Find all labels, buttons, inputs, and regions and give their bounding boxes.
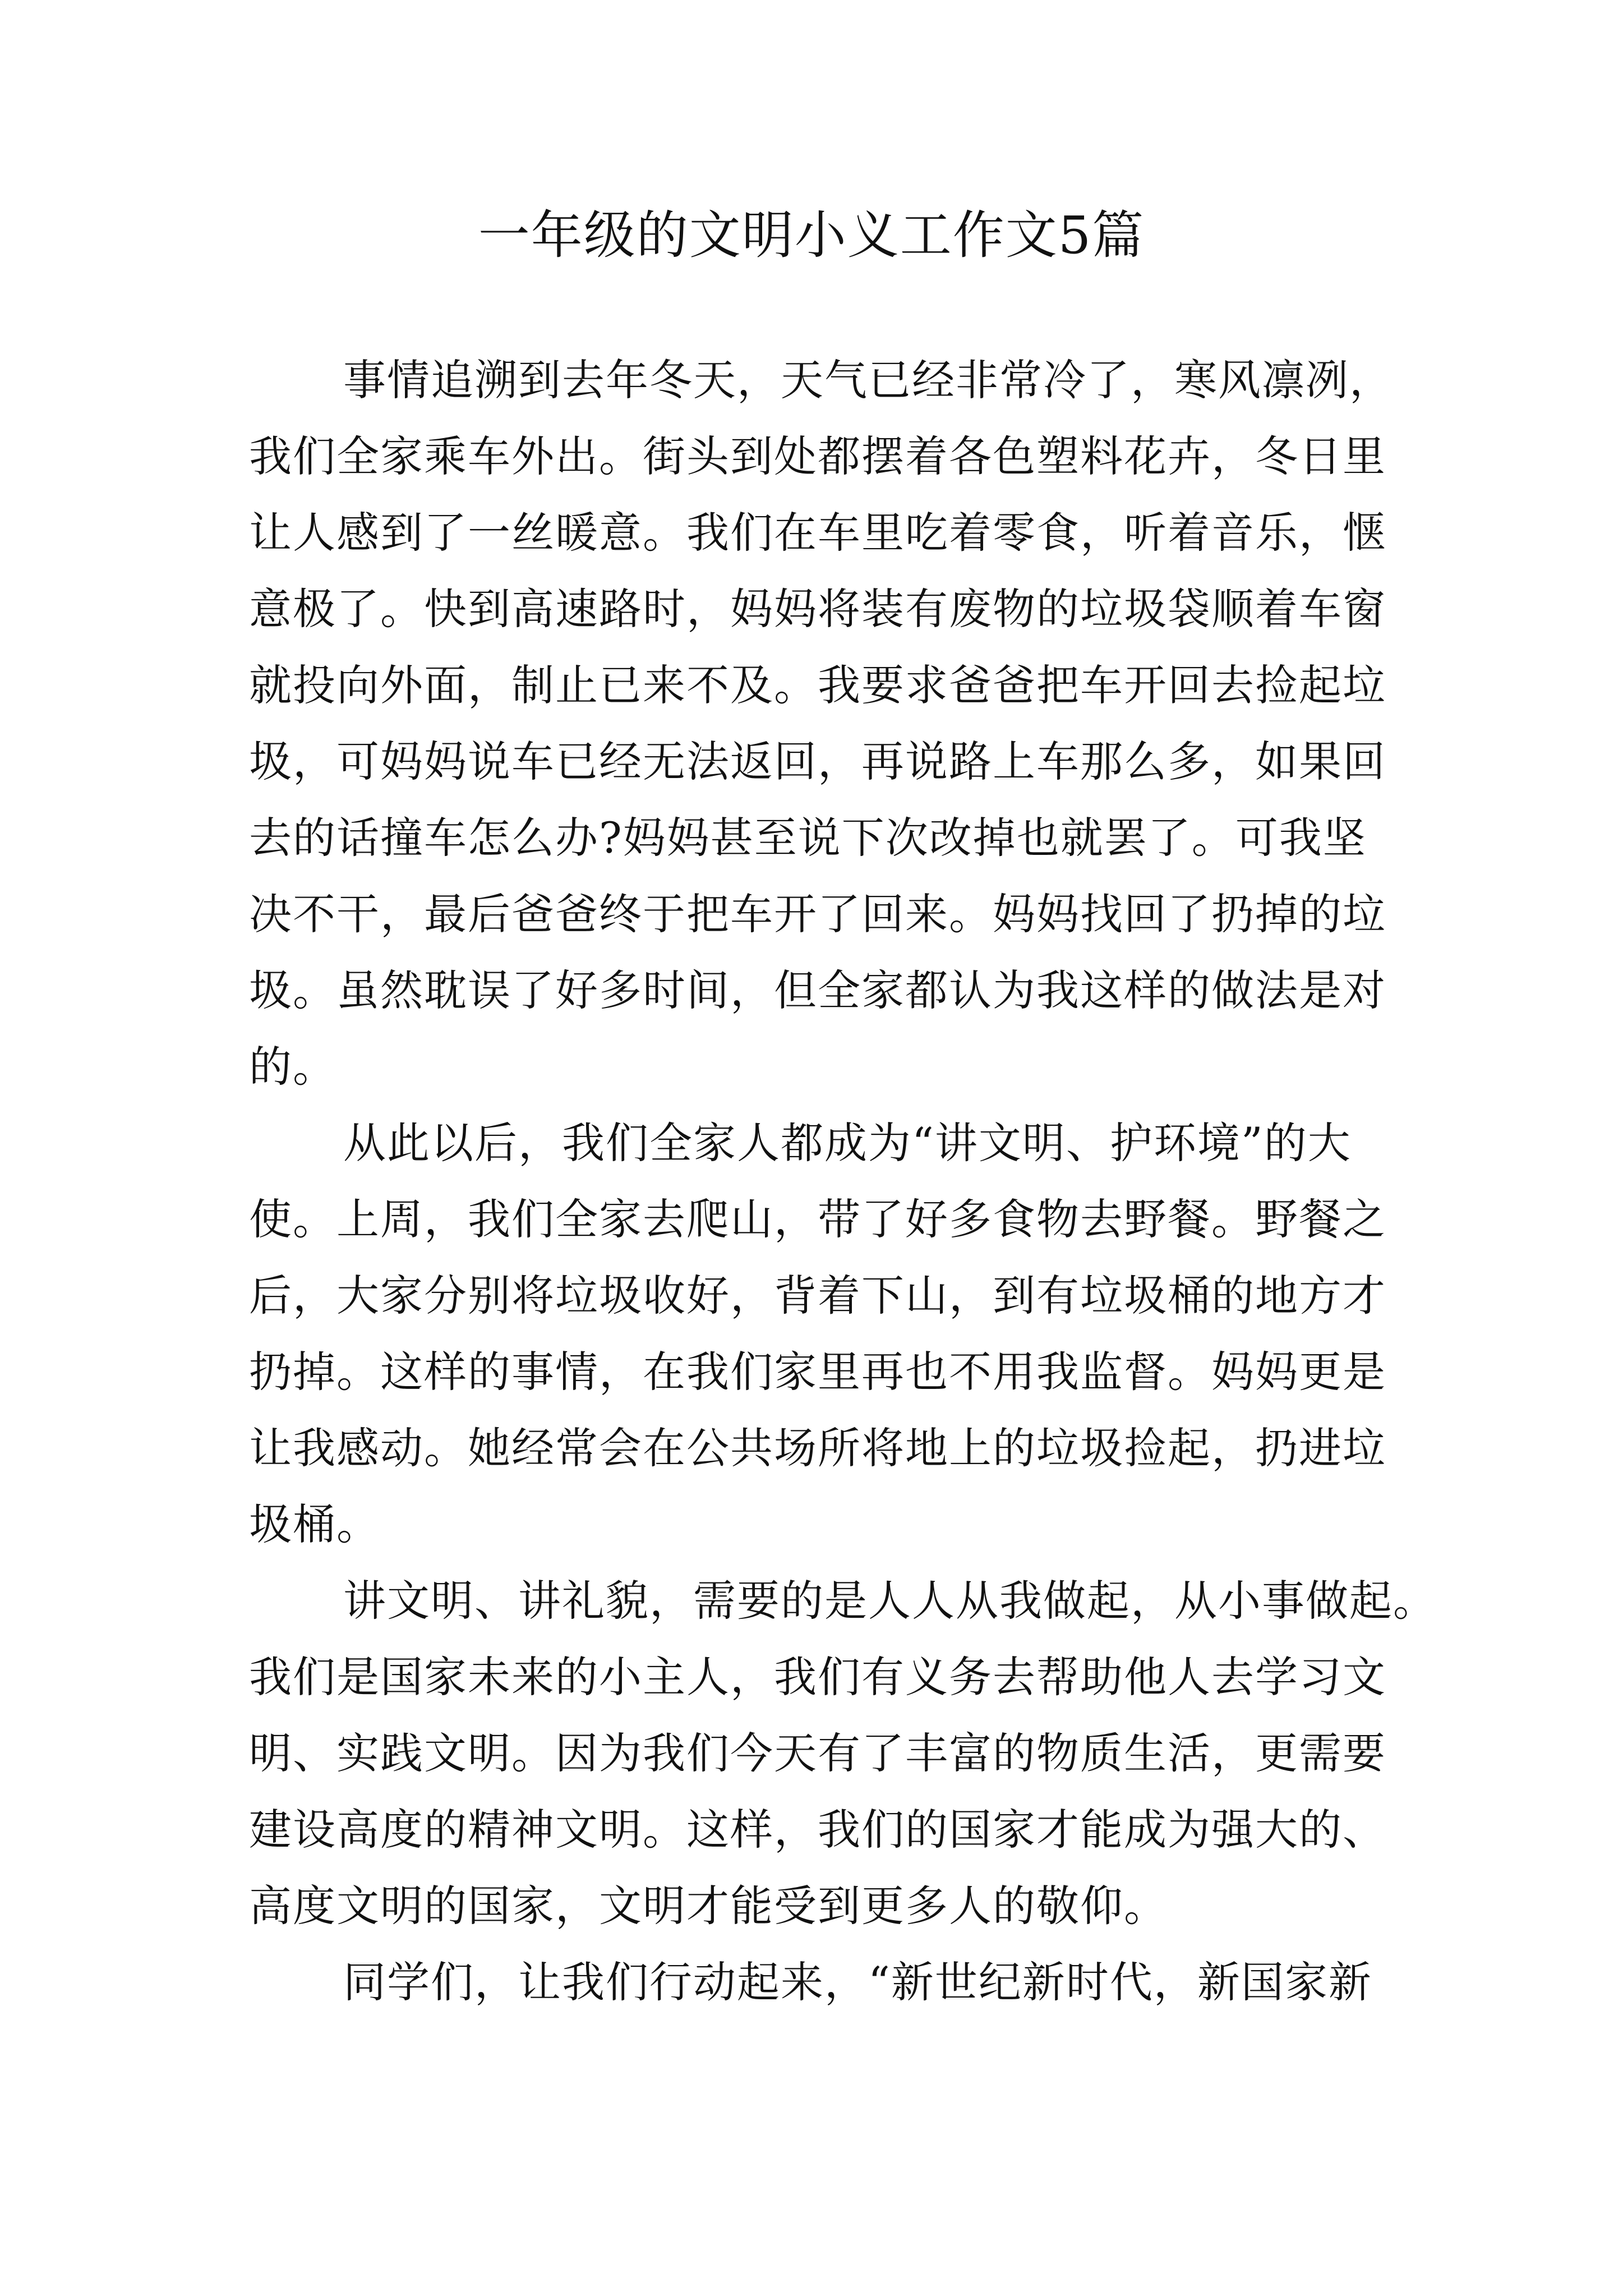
paragraph-3-line-2: 我们是国家未来的小主人，我们有义务去帮助他人去学习文 [249, 1652, 1386, 1702]
paragraph-2-line-3: 后，大家分别将垃圾收好，背着下山，到有垃圾桶的地方才 [249, 1271, 1386, 1320]
paragraph-1-line-6: 圾，可妈妈说车已经无法返回，再说路上车那么多，如果回 [249, 737, 1386, 786]
paragraph-2-line-5: 让我感动。她经常会在公共场所将地上的垃圾捡起，扔进垃 [249, 1423, 1386, 1473]
paragraph-3-line-1: 讲文明、讲礼貌，需要的是人人从我做起，从小事做起。 [343, 1576, 1437, 1626]
paragraph-1-line-10: 的。 [249, 1042, 336, 1092]
paragraph-1-line-8: 决不干，最后爸爸终于把车开了回来。妈妈找回了扔掉的垃 [249, 889, 1386, 939]
paragraph-3-line-3: 明、实践文明。因为我们今天有了丰富的物质生活，更需要 [249, 1728, 1386, 1778]
paragraph-1-line-1: 事情追溯到去年冬天，天气已经非常冷了，寒风凛冽， [343, 355, 1393, 405]
paragraph-1-line-4: 意极了。快到高速路时，妈妈将装有废物的垃圾袋顺着车窗 [249, 584, 1386, 634]
paragraph-2-line-1: 从此以后，我们全家人都成为“讲文明、护环境”的大 [343, 1118, 1352, 1168]
paragraph-1-line-3: 让人感到了一丝暖意。我们在车里吃着零食，听着音乐，惬 [249, 508, 1386, 558]
paragraph-1-line-2: 我们全家乘车外出。街头到处都摆着各色塑料花卉，冬日里 [249, 431, 1386, 481]
paragraph-2-line-4: 扔掉。这样的事情，在我们家里再也不用我监督。妈妈更是 [249, 1347, 1386, 1397]
paragraph-1-line-9: 圾。虽然耽误了好多时间，但全家都认为我这样的做法是对 [249, 965, 1386, 1015]
paragraph-1-line-7: 去的话撞车怎么办?妈妈甚至说下次改掉也就罢了。可我坚 [249, 813, 1367, 863]
paragraph-3-line-5: 高度文明的国家，文明才能受到更多人的敬仰。 [249, 1881, 1168, 1931]
document-body [249, 342, 1437, 2021]
paragraph-2-line-2: 使。上周，我们全家去爬山，带了好多食物去野餐。野餐之 [249, 1194, 1386, 1244]
paragraph-4-line-1: 同学们，让我们行动起来，“新世纪新时代，新国家新 [343, 1957, 1372, 2007]
paragraph-2-line-6: 圾桶。 [249, 1499, 380, 1549]
paragraph-3-line-4: 建设高度的精神文明。这样，我们的国家才能成为强大的、 [249, 1805, 1386, 1855]
paragraph-1-line-5: 就投向外面，制止已来不及。我要求爸爸把车开回去捡起垃 [249, 660, 1386, 710]
document-title: 一年级的文明小义工作文5篇 [478, 205, 1145, 265]
